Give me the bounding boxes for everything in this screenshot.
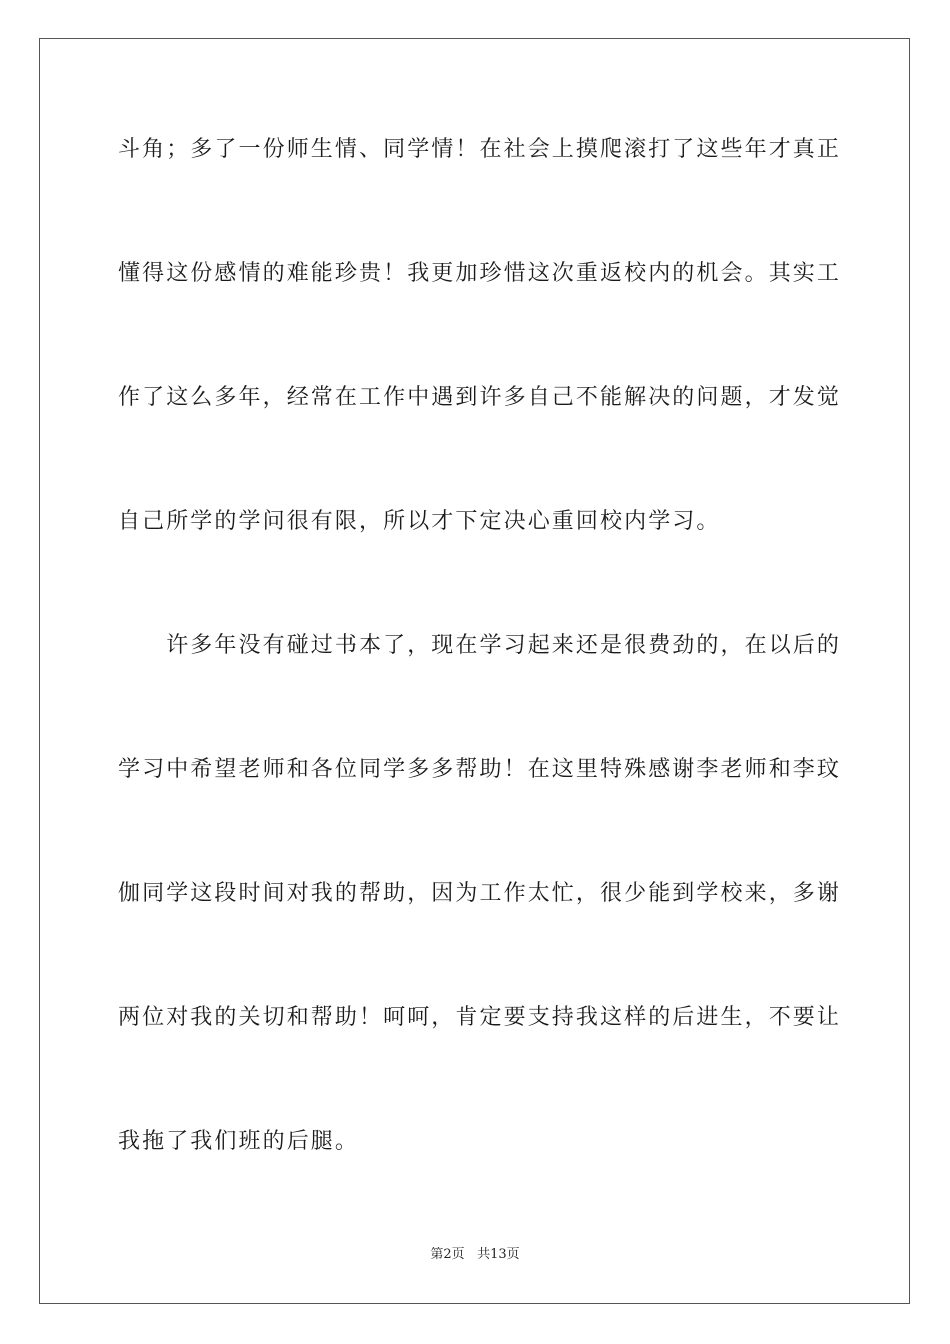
text-line: 懂得这份感情的难能珍贵！我更加珍惜这次重返校内的机会。其实工 — [118, 261, 842, 286]
page-border — [39, 38, 910, 1304]
text-line: 学习中希望老师和各位同学多多帮助！在这里特殊感谢李老师和李玟 — [118, 757, 842, 782]
text-line: 自己所学的学问很有限，所以才下定决心重回校内学习。 — [118, 509, 721, 534]
text-line: 两位对我的关切和帮助！呵呵，肯定要支持我这样的后进生，不要让 — [118, 1005, 842, 1030]
paragraph-first-line: 许多年没有碰过书本了，现在学习起来还是很费劲的，在以后的 — [118, 633, 842, 658]
text-line: 作了这么多年，经常在工作中遇到许多自己不能解决的问题，才发觉 — [118, 385, 842, 410]
text-line: 伽同学这段时间对我的帮助，因为工作太忙，很少能到学校来，多谢 — [118, 881, 842, 906]
text-line: 我拖了我们班的后腿。 — [118, 1129, 360, 1154]
page-number: 第2页 — [430, 1247, 465, 1262]
total-pages: 共13页 — [477, 1247, 520, 1262]
page-footer — [0, 1246, 950, 1264]
text-line: 斗角；多了一份师生情、同学情！在社会上摸爬滚打了这些年才真正 — [118, 137, 842, 162]
